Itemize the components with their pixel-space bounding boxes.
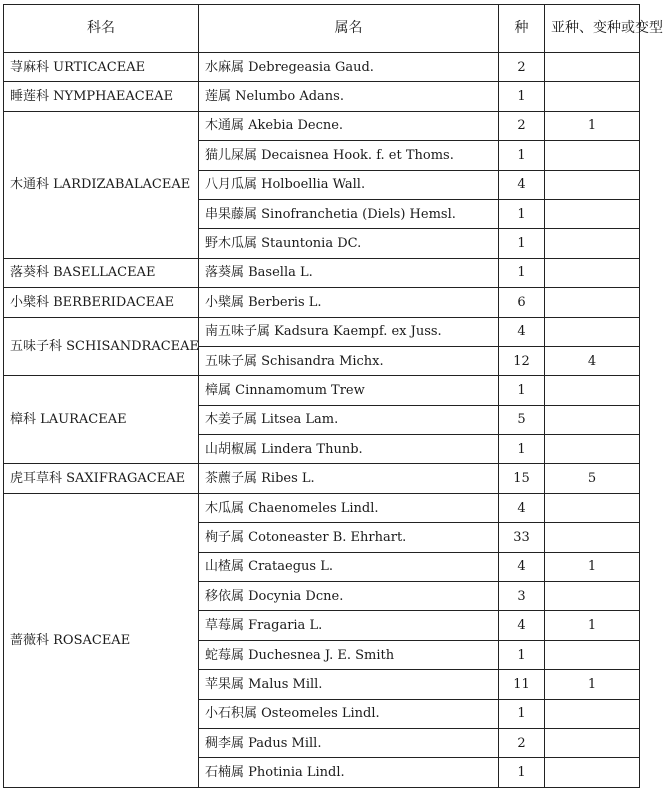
genus-cell: 小石积属 Osteomeles Lindl. [199,699,499,728]
family-cell: 木通科 LARDIZABALACEAE [4,111,199,258]
species-count-cell: 1 [499,258,545,287]
subspecies-count-cell [545,493,640,522]
species-count-cell: 1 [499,199,545,228]
genus-cell: 五味子属 Schisandra Michx. [199,346,499,375]
genus-cell: 稠李属 Padus Mill. [199,728,499,757]
family-cell: 落葵科 BASELLACEAE [4,258,199,287]
species-count-cell: 11 [499,670,545,699]
table-row [4,317,640,346]
plant-taxa-table [3,4,663,788]
genus-cell: 栒子属 Cotoneaster B. Ehrhart. [199,523,499,552]
family-cell: 蔷薇科 ROSACEAE [4,493,199,787]
subspecies-count-cell [545,141,640,170]
subspecies-count-cell [545,405,640,434]
subspecies-count-cell [545,258,640,287]
genus-cell: 樟属 Cinnamomum Trew [199,376,499,405]
subspecies-count-cell [545,288,640,317]
subspecies-count-cell [545,699,640,728]
species-count-cell: 6 [499,288,545,317]
header-row [4,5,640,53]
subspecies-count-cell: 4 [545,346,640,375]
family-cell: 荨麻科 URTICACEAE [4,53,199,82]
subspecies-count-cell [545,170,640,199]
subspecies-count-cell [545,317,640,346]
subspecies-count-cell [545,728,640,757]
family-cell: 五味子科 SCHISANDRACEAE [4,317,199,376]
species-count-cell: 4 [499,317,545,346]
species-count-cell: 4 [499,170,545,199]
family-cell: 睡莲科 NYMPHAEACEAE [4,82,199,111]
family-cell: 樟科 LAURACEAE [4,376,199,464]
genus-cell: 山楂属 Crataegus L. [199,552,499,581]
header-species: 种 [499,5,545,53]
species-count-cell: 5 [499,405,545,434]
species-count-cell: 4 [499,611,545,640]
subspecies-count-cell [545,640,640,669]
species-count-cell: 2 [499,111,545,140]
genus-cell: 落葵属 Basella L. [199,258,499,287]
species-count-cell: 33 [499,523,545,552]
genus-cell: 串果藤属 Sinofranchetia (Diels) Hemsl. [199,199,499,228]
species-count-cell: 1 [499,758,545,787]
subspecies-count-cell [545,376,640,405]
genus-cell: 猫儿屎属 Decaisnea Hook. f. et Thoms. [199,141,499,170]
species-count-cell: 4 [499,493,545,522]
genus-cell: 南五味子属 Kadsura Kaempf. ex Juss. [199,317,499,346]
genus-cell: 石楠属 Photinia Lindl. [199,758,499,787]
subspecies-count-cell [545,523,640,552]
subspecies-count-cell [545,582,640,611]
subspecies-count-cell: 1 [545,611,640,640]
genus-cell: 茶藨子属 Ribes L. [199,464,499,493]
species-count-cell: 1 [499,435,545,464]
genus-cell: 莲属 Nelumbo Adans. [199,82,499,111]
species-count-cell: 1 [499,640,545,669]
header-genus: 属名 [199,5,499,53]
genus-cell: 苹果属 Malus Mill. [199,670,499,699]
subspecies-count-cell: 1 [545,552,640,581]
species-count-cell: 2 [499,728,545,757]
table-row [4,82,640,111]
subspecies-count-cell [545,53,640,82]
genus-cell: 草莓属 Fragaria L. [199,611,499,640]
species-count-cell: 2 [499,53,545,82]
subspecies-count-cell [545,435,640,464]
species-count-cell: 4 [499,552,545,581]
subspecies-count-cell: 1 [545,670,640,699]
species-count-cell: 1 [499,82,545,111]
header-family: 科名 [4,5,199,53]
table-row [4,258,640,287]
species-count-cell: 1 [499,376,545,405]
header-subspecies: 亚种、变种或变型 [545,5,640,53]
subspecies-count-cell: 5 [545,464,640,493]
genus-cell: 小檗属 Berberis L. [199,288,499,317]
subspecies-count-cell: 1 [545,111,640,140]
species-count-cell: 12 [499,346,545,375]
species-count-cell: 15 [499,464,545,493]
subspecies-count-cell [545,199,640,228]
table-row [4,288,640,317]
genus-cell: 木瓜属 Chaenomeles Lindl. [199,493,499,522]
genus-cell: 木姜子属 Litsea Lam. [199,405,499,434]
species-count-cell: 1 [499,699,545,728]
genus-cell: 八月瓜属 Holboellia Wall. [199,170,499,199]
subspecies-count-cell [545,82,640,111]
table-row [4,464,640,493]
genus-cell: 移依属 Docynia Dcne. [199,582,499,611]
species-count-cell: 3 [499,582,545,611]
table-row [4,376,640,405]
table-row [4,111,640,140]
genus-cell: 蛇莓属 Duchesnea J. E. Smith [199,640,499,669]
table-row [4,53,640,82]
table-row [4,493,640,522]
genus-cell: 水麻属 Debregeasia Gaud. [199,53,499,82]
genus-cell: 木通属 Akebia Decne. [199,111,499,140]
species-count-cell: 1 [499,229,545,258]
family-cell: 虎耳草科 SAXIFRAGACEAE [4,464,199,493]
genus-cell: 山胡椒属 Lindera Thunb. [199,435,499,464]
subspecies-count-cell [545,758,640,787]
genus-cell: 野木瓜属 Stauntonia DC. [199,229,499,258]
family-cell: 小檗科 BERBERIDACEAE [4,288,199,317]
subspecies-count-cell [545,229,640,258]
species-count-cell: 1 [499,141,545,170]
